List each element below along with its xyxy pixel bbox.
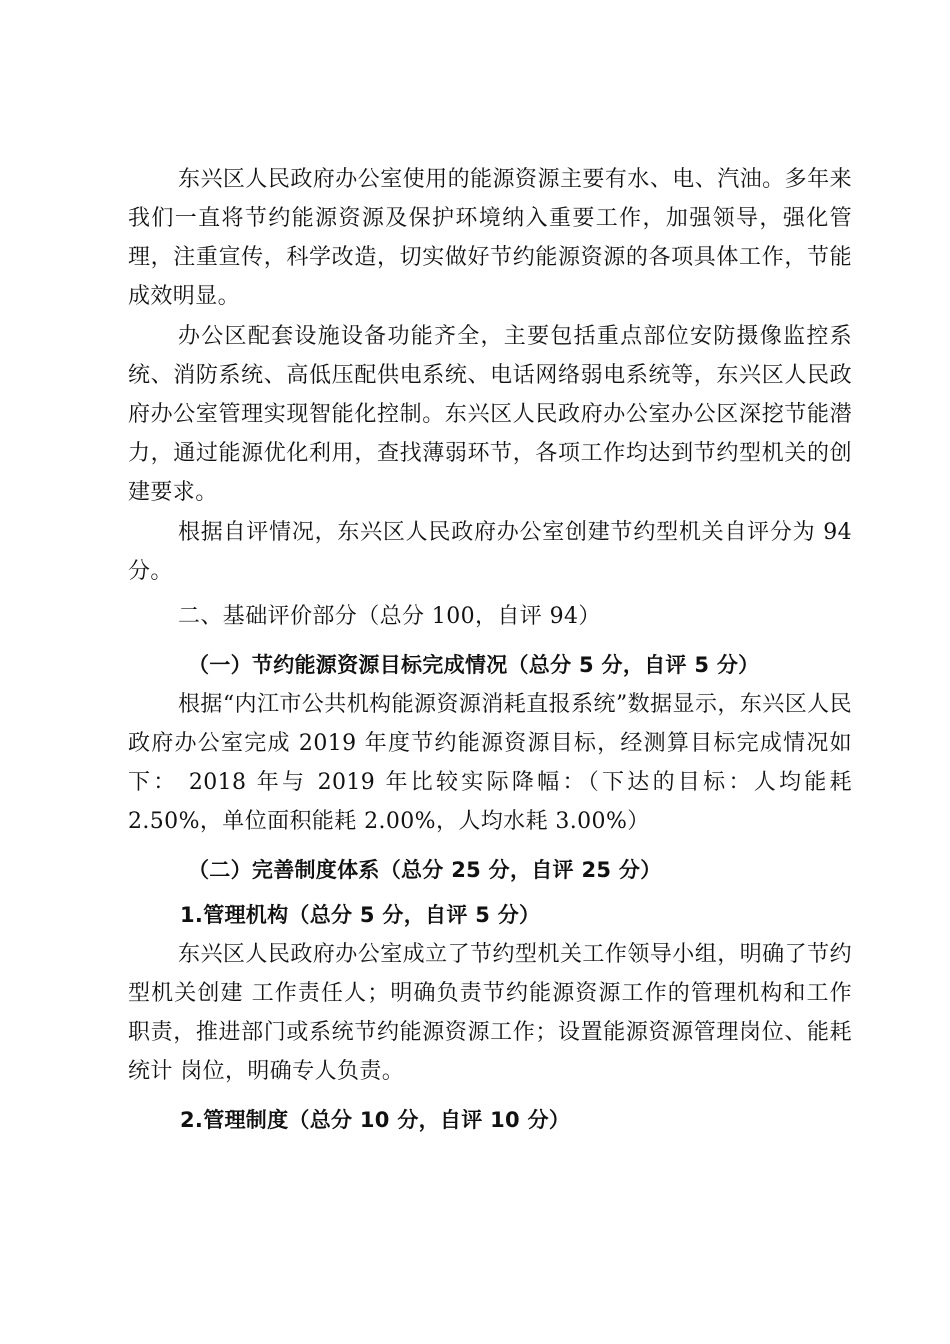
heading-management-rules: 2.管理制度（总分 10 分，自评 10 分）	[180, 1108, 571, 1132]
self-score-paragraph: 根据自评情况，东兴区人民政府办公室创建节约型机关自评分为 94 分。	[128, 520, 852, 584]
section-two-title: 二、基础评价部分（总分 100，自评 94）	[178, 604, 601, 629]
heading-management-org: 1.管理机构（总分 5 分，自评 5 分）	[180, 903, 541, 927]
heading-system-building: （二）完善制度体系（总分 25 分，自评 25 分）	[188, 858, 662, 882]
intro-paragraph: 东兴区人民政府办公室使用的能源资源主要有水、电、汽油。多年来我们一直将节约能源资源及保护环境纳入重要工作，加强领导，强化管理，注重宣传，科学改造，切实做好节约能源资源的各项具体工作，节能成效明显。	[128, 167, 852, 309]
document-body	[128, 160, 852, 1140]
energy-targets-paragraph: 根据“内江市公共机构能源资源消耗直报系统”数据显示，东兴区人民政府办公室完成 2019 年度节约能源资源目标，经测算目标完成情况如下： 2018 年与 2019 年比较实际降幅：（下达的目标：人均能耗 2.50%，单位面积能耗 2.00%，人均水耗 3.00%）	[128, 692, 852, 834]
facilities-paragraph: 办公区配套设施设备功能齐全，主要包括重点部位安防摄像监控系统、消防系统、高低压配供电系统、电话网络弱电系统等，东兴区人民政府办公室管理实现智能化控制。东兴区人民政府办公室办公区深挖节能潜力，通过能源优化利用，查找薄弱环节，各项工作均达到节约型机关的创建要求。	[128, 324, 852, 505]
management-org-paragraph: 东兴区人民政府办公室成立了节约型机关工作领导小组，明确了节约型机关创建 工作责任人；明确负责节约能源资源工作的管理机构和工作职责，推进部门或系统节约能源资源工作；设置能源资源管理岗位、能耗统计 岗位，明确专人负责。	[128, 942, 852, 1084]
heading-energy-targets: （一）节约能源资源目标完成情况（总分 5 分，自评 5 分）	[188, 653, 760, 677]
